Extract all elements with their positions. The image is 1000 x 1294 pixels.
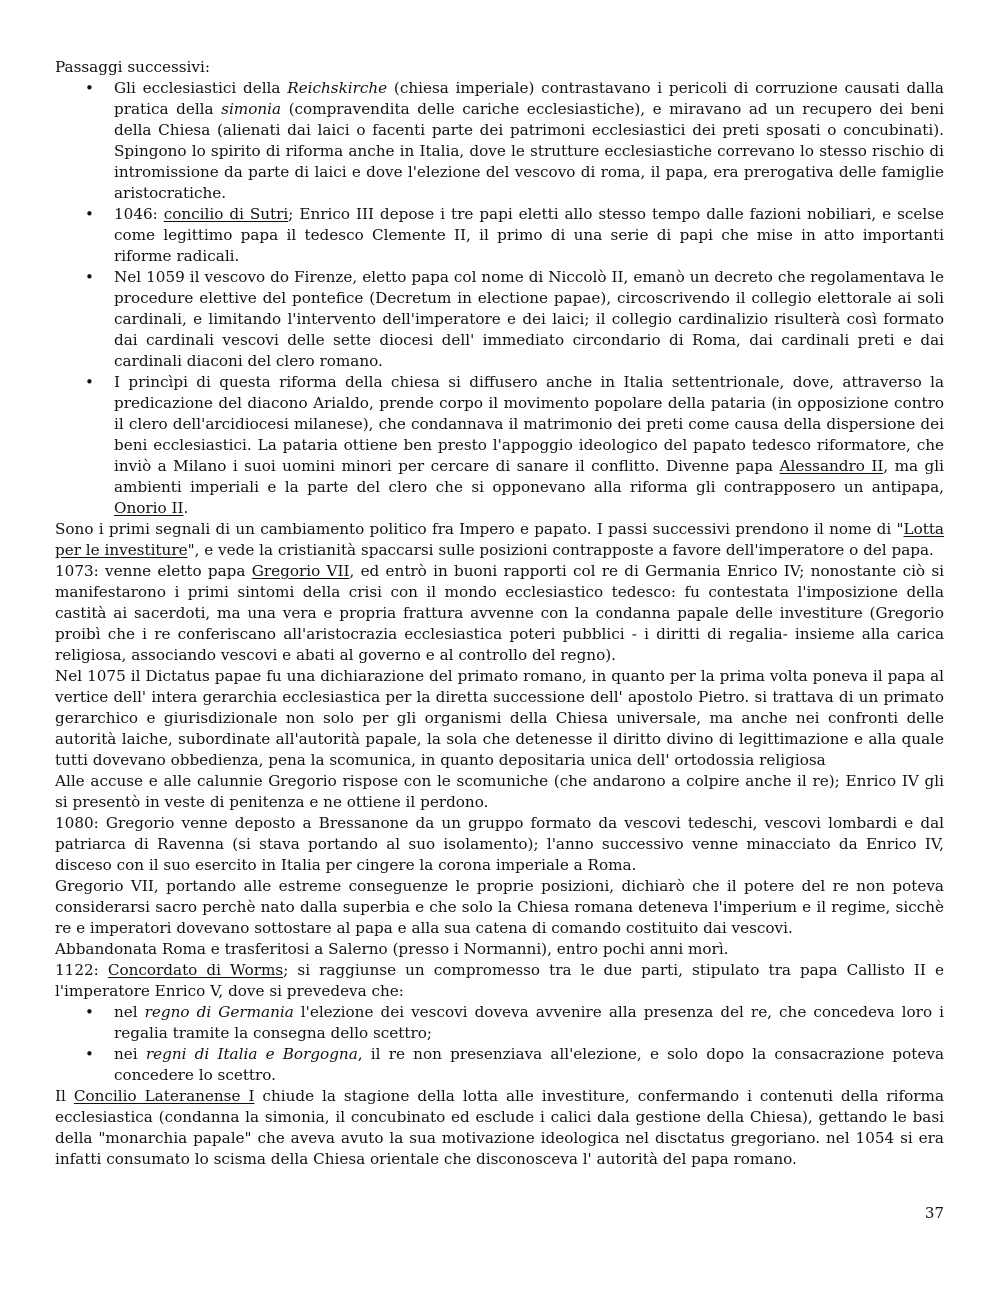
bullet-germania: • nel regno di Germania l'elezione dei vescovi doveva avvenire alla presenza del re, che concedeva loro i regalia tramite la consegna dello scettro; [114, 1002, 944, 1044]
bullet-list-1 [55, 78, 944, 519]
page-number: 37 [924, 1204, 944, 1222]
link-concordato-di-worms[interactable]: Concordato di Worms [107, 961, 284, 979]
paragraph-lotta-investiture: Sono i primi segnali di un cambiamento politico fra Impero e papato. I passi successivi prendono il nome di "Lotta per le investiture", e vede la cristianità spaccarsi sulle posizioni contrapposte a favore dell'imperatore o del papa. [55, 520, 944, 559]
bullet-list-2 [55, 1002, 944, 1086]
bullet-reichskirche: • Gli ecclesiastici della Reichskirche (chiesa imperiale) contrastavano i pericoli di corruzione causati dalla pratica della simonia (compravendita delle cariche ecclesiastiche), e miravano ad un recupero dei beni della Chiesa (alienati dai laici o facenti parte dei patrimoni ecclesiastici dei preti sposati o concubinati). Spingono lo spirito di riforma anche in Italia, dove le strutture ecclesiastiche correvano lo stesso rischio di intromissione da parte di laici e dove l'elezione del vescovo di roma, il papa, era prerogativa delle famiglie aristocratiche. [114, 78, 944, 204]
link-onorio-ii[interactable]: Onorio II [114, 499, 184, 517]
link-lotta-per-le-investiture[interactable]: Lotta per le investiture [55, 520, 944, 559]
paragraph-salerno: Abbandonata Roma e trasferitosi a Salerno (presso i Normanni), entro pochi anni morì. [55, 940, 729, 958]
paragraph-lateranense: Il Concilio Lateranense I chiude la stagione della lotta alle investiture, confermando i contenuti della riforma ecclesiastica (condanna la simonia, il concubinato ed esclude i calici dala gestione della Chiesa), gettando le basi della "monarchia papale" che aveva avuto la sua motivazione ideologica nel disctatus gregoriano. nel 1054 si era infatti consumato lo scisma della Chiesa orientale che disconosceva l' autorità del papa romano. [55, 1087, 944, 1168]
bullet-italia-borgogna: • nei regni di Italia e Borgogna, il re non presenziava all'elezione, e solo dopo la consacrazione poteva concedere lo scettro. [114, 1044, 944, 1086]
paragraph-1073: 1073: venne eletto papa Gregorio VII, ed entrò in buoni rapporti col re di Germania Enrico IV; nonostante ciò si manifestarono i primi sintomi della crisi con il mondo ecclesiastico tedesco: fu contestata l'imposizione della castità ai sacerdoti, ma una vera e propria frattura avvenne con la condanna papale delle investiture (Gregorio proibì che i re conferiscano all'aristocrazia ecclesiastica poteri pubblici - i diritti di regalia- insieme alla carica religiosa, associando vescovi e abati al governo e al controllo del regno). [55, 562, 944, 664]
section-heading: Passaggi successivi: [55, 58, 210, 76]
paragraph-1080: 1080: Gregorio venne deposto a Bressanone da un gruppo formato da vescovi tedeschi, vescovi lombardi e dal patriarca di Ravenna (si stava portando al suo isolamento); l'anno successivo venne minacciato da Enrico IV, disceso con il suo esercito in Italia per cingere la corona imperiale a Roma. [55, 814, 944, 874]
bullet-niccolo-ii: • Nel 1059 il vescovo do Firenze, eletto papa col nome di Niccolò II, emanò un decreto che regolamentava le procedure elettive del pontefice (Decretum in electione papae), circoscrivendo il collegio elettorale ai soli cardinali, e limitando l'intervento dell'imperatore e dei laici; il collegio cardinalizio risulterà così formato dai cardinali vescovi delle sette diocesi dell' immediato circondario di Roma, dai cardinali preti e dai cardinali diaconi del clero romano. [114, 267, 944, 372]
paragraph-scomuniche: Alle accuse e alle calunnie Gregorio rispose con le scomuniche (che andarono a colpire anche il re); Enrico IV gli si presentò in veste di penitenza e ne ottiene il perdono. [55, 772, 944, 811]
link-concilio-lateranense-i[interactable]: Concilio Lateranense I [73, 1087, 255, 1105]
bullet-sutri: • 1046: concilio di Sutri; Enrico III depose i tre papi eletti allo stesso tempo dalle fazioni nobiliari, e scelse come legittimo papa il tedesco Clemente II, il primo di una serie di papi che mise in atto importanti riforme radicali. [114, 204, 944, 267]
link-concilio-di-sutri[interactable]: concilio di Sutri [163, 205, 289, 223]
paragraph-1122: 1122: Concordato di Worms; si raggiunse un compromesso tra le due parti, stipulato tra papa Callisto II e l'imperatore Enrico V, dove si prevedeva che: [55, 961, 944, 1000]
link-gregorio-vii[interactable]: Gregorio VII [251, 562, 350, 580]
link-alessandro-ii[interactable]: Alessandro II [779, 457, 884, 475]
document-body [55, 57, 944, 1170]
paragraph-dictatus-papae: Nel 1075 il Dictatus papae fu una dichiarazione del primato romano, in quanto per la prima volta poneva il papa al vertice dell' intera gerarchia ecclesiastica per la diretta successione dell' apostolo Pietro. si trattava di un primato gerarchico e giurisdizionale non solo per gli organismi della Chiesa universale, ma anche nei confronti delle autorità laiche, subordinate all'autorità papale, la sola che detenesse il diritto divino di legittimazione e alla quale tutti dovevano obbedienza, pena la scomunica, in quanto depositaria unica dell' ortodossia religiosa [55, 667, 944, 769]
bullet-pataria: • I princìpi di questa riforma della chiesa si diffusero anche in Italia settentrionale, dove, attraverso la predicazione del diacono Arialdo, prende corpo il movimento popolare della pataria (in opposizione contro il clero dell'arcidiocesi milanese), che condannava il matrimonio dei preti come causa della dispersione dei beni ecclesiastici. La pataria ottiene ben presto l'appoggio ideologico del papato tedesco riformatore, che inviò a Milano i suoi uomini minori per cercare di sanare il conflitto. Divenne papa Alessandro II, ma gli ambienti imperiali e la parte del clero che si opponevano alla riforma gli contrapposero un antipapa, Onorio II. [114, 372, 944, 519]
paragraph-gregorio-posizioni: Gregorio VII, portando alle estreme conseguenze le proprie posizioni, dichiarò che il potere del re non poteva considerarsi sacro perchè nato dalla superbia e che solo la Chiesa romana deteneva l'imperium e il regime, sicchè re e imperatori dovevano sottostare al papa e alla sua catena di comando costituito dai vescovi. [55, 877, 944, 937]
